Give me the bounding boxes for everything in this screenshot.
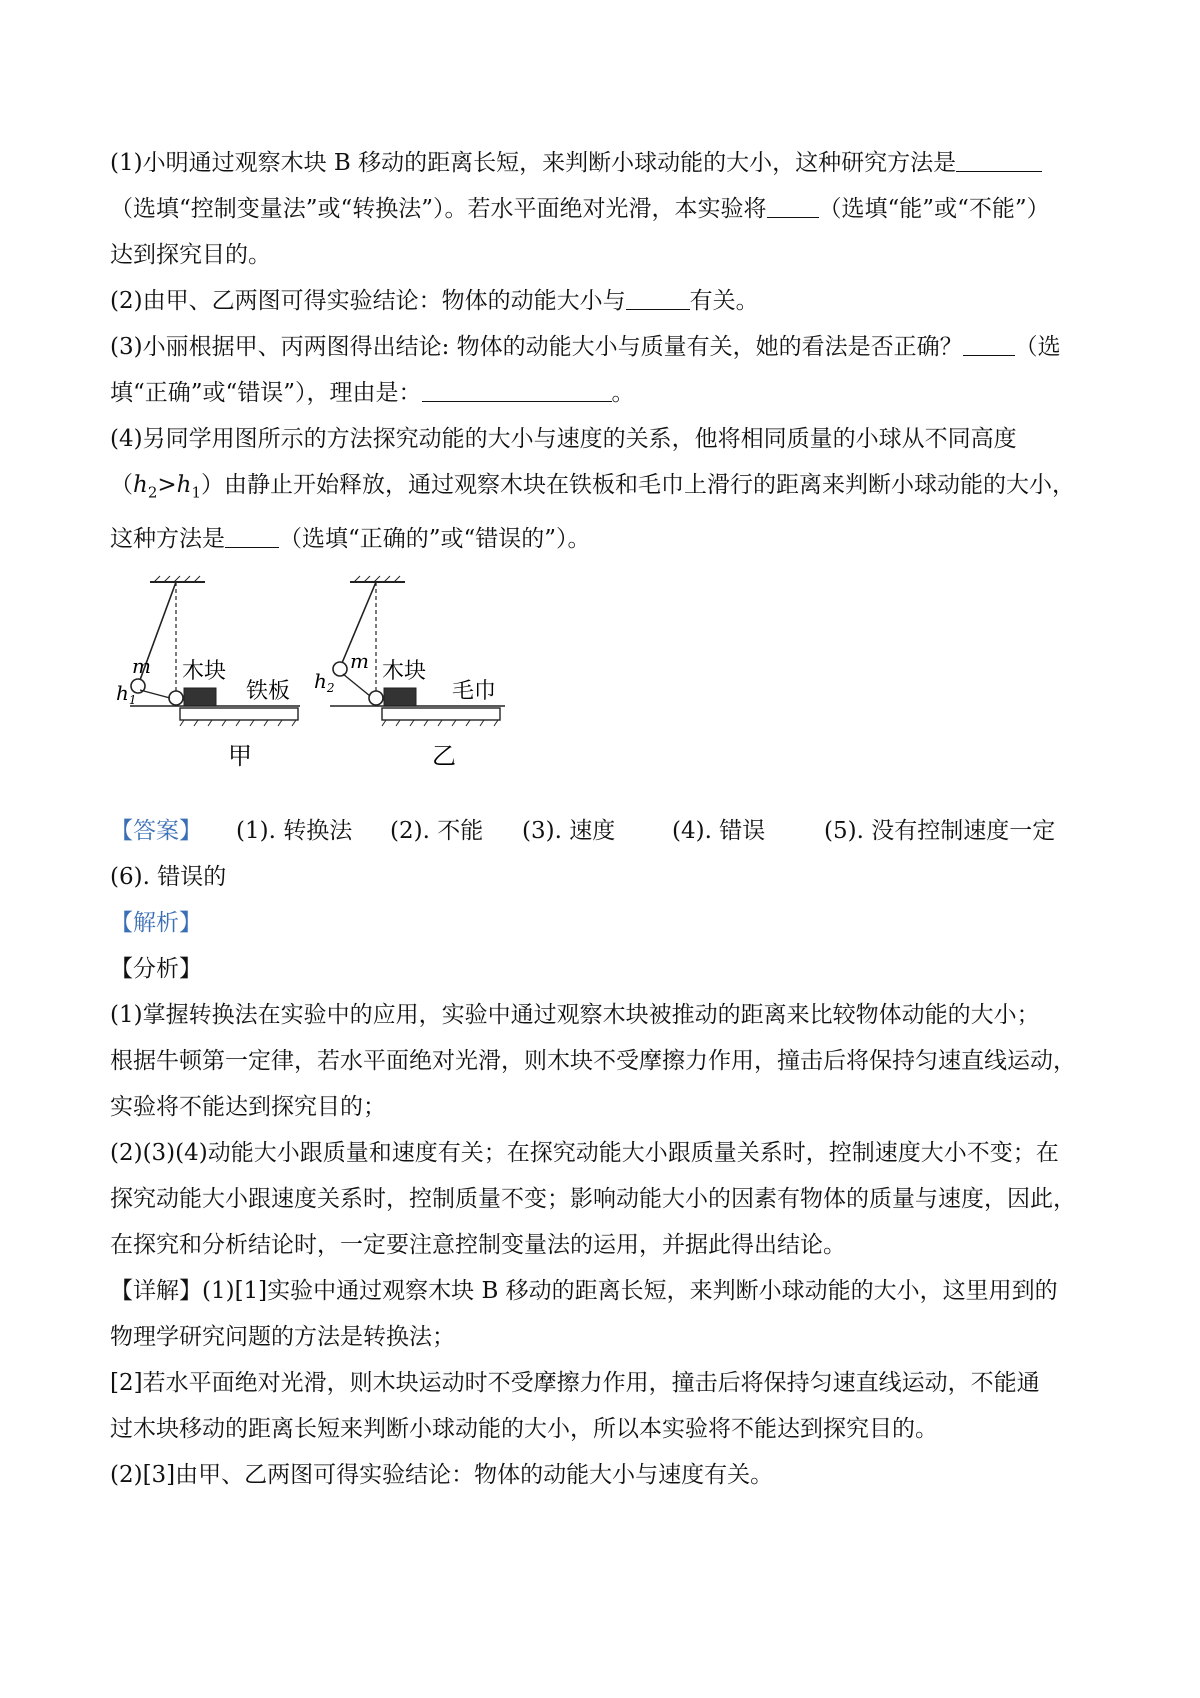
pendulum-diagram (110, 568, 530, 788)
figure-caption: 甲 (228, 741, 252, 770)
experiment-figure (110, 568, 1100, 808)
ball-bottom (369, 691, 383, 705)
q1-line2: （选填“控制变量法”或“转换法”）。若水平面绝对光滑，本实验将 （选填“能”或“不能”） (110, 186, 1100, 232)
q2-line: (2)由甲、乙两图可得实验结论：物体的动能大小与 有关。 (110, 278, 1100, 324)
answer-blank (956, 145, 1042, 172)
answer-item: (4). 错误 (672, 817, 766, 844)
q4-line3: 这种方法是 （选填“正确的”或“错误的”）。 (110, 516, 1100, 562)
answer-row (110, 808, 1100, 854)
document-page (110, 140, 1100, 1498)
answer-blank (963, 329, 1015, 356)
q1-line3: 达到探究目的。 (110, 242, 271, 268)
ball-bottom (169, 691, 183, 705)
detail-line: 过木块移动的距离长短来判断小球动能的大小，所以本实验将不能达到探究目的。 (110, 1415, 938, 1442)
detail-line: [2]若水平面绝对光滑，则木块运动时不受摩擦力作用，撞击后将保持匀速直线运动，不能通 (110, 1369, 1040, 1396)
fenxi-line: 探究动能大小跟速度关系时，控制质量不变；影响动能大小的因素有物体的质量与速度，因此， (110, 1185, 1076, 1212)
answer-blank (626, 283, 690, 310)
wood-block (184, 688, 216, 706)
figure-right (314, 576, 505, 770)
answer-tag: 【答案】 (110, 817, 202, 844)
answer-blank (422, 375, 612, 402)
answer-item: (5). 没有控制速度一定 (824, 817, 1056, 844)
mass-label: m (350, 648, 369, 673)
figure-caption: 乙 (432, 741, 456, 770)
ball-start (333, 662, 347, 676)
answer-item: (2). 不能 (390, 817, 484, 844)
analysis-tag: 【解析】 (110, 909, 202, 936)
height-label: $h_1$ (116, 680, 137, 707)
detail-line: (2)[3]由甲、乙两图可得实验结论：物体的动能大小与速度有关。 (110, 1461, 774, 1488)
mass-label: m (132, 653, 151, 678)
answer-blank (225, 521, 279, 548)
table (382, 708, 500, 720)
detail-line: 【详解】(1)[1]实验中通过观察木块 B 移动的距离长短，来判断小球动能的大小，这里用到的 (110, 1277, 1058, 1304)
detail-line: 物理学研究问题的方法是转换法； (110, 1323, 455, 1350)
block-label: 木块 (382, 658, 427, 684)
q4-line2: $(h_2>h_1)$由静止开始释放，通过观察木块在铁板和毛巾上滑行的距离来判断小球动能的大小， (110, 472, 1076, 502)
detail-tag: 【详解】 (110, 1277, 202, 1304)
surface-label: 毛巾 (452, 678, 497, 704)
fenxi-line: (2)(3)(4)动能大小跟质量和速度有关；在探究动能大小跟质量关系时，控制速度大小不变；在 (110, 1139, 1059, 1166)
figure-left (116, 576, 300, 770)
q3-line2: 填“正确”或“错误”），理由是： 。 (110, 370, 1100, 416)
fenxi-line: 在探究和分析结论时，一定要注意控制变量法的运用，并据此得出结论。 (110, 1231, 846, 1258)
q3-line1: (3)小丽根据甲、丙两图得出结论: 物体的动能大小与质量有关，她的看法是否正确？ （选 (110, 324, 1100, 370)
answer-item-6: (6). 错误的 (110, 863, 227, 890)
block-label: 木块 (182, 658, 227, 684)
fenxi-tag: 【分析】 (110, 955, 202, 982)
fenxi-line: (1)掌握转换法在实验中的应用，实验中通过观察木块被推动的距离来比较物体动能的大小； (110, 1001, 1040, 1028)
answer-item: (1). 转换法 (236, 817, 353, 844)
surface-label: 铁板 (246, 678, 291, 704)
q4-line1: (4)另同学用图所示的方法探究动能的大小与速度的关系，他将相同质量的小球从不同高度 (110, 426, 1017, 452)
q1-line1: (1)小明通过观察木块 B 移动的距离长短，来判断小球动能的大小，这种研究方法是 (110, 140, 1100, 186)
table (180, 708, 298, 720)
fenxi-line: 实验将不能达到探究目的； (110, 1093, 386, 1120)
height-label: $h_2$ (314, 668, 335, 695)
wood-block (384, 688, 416, 706)
fenxi-line: 根据牛顿第一定律，若水平面绝对光滑，则木块不受摩擦力作用，撞击后将保持匀速直线运动， (110, 1047, 1076, 1074)
answer-item: (3). 速度 (522, 817, 616, 844)
answer-blank (767, 191, 819, 218)
